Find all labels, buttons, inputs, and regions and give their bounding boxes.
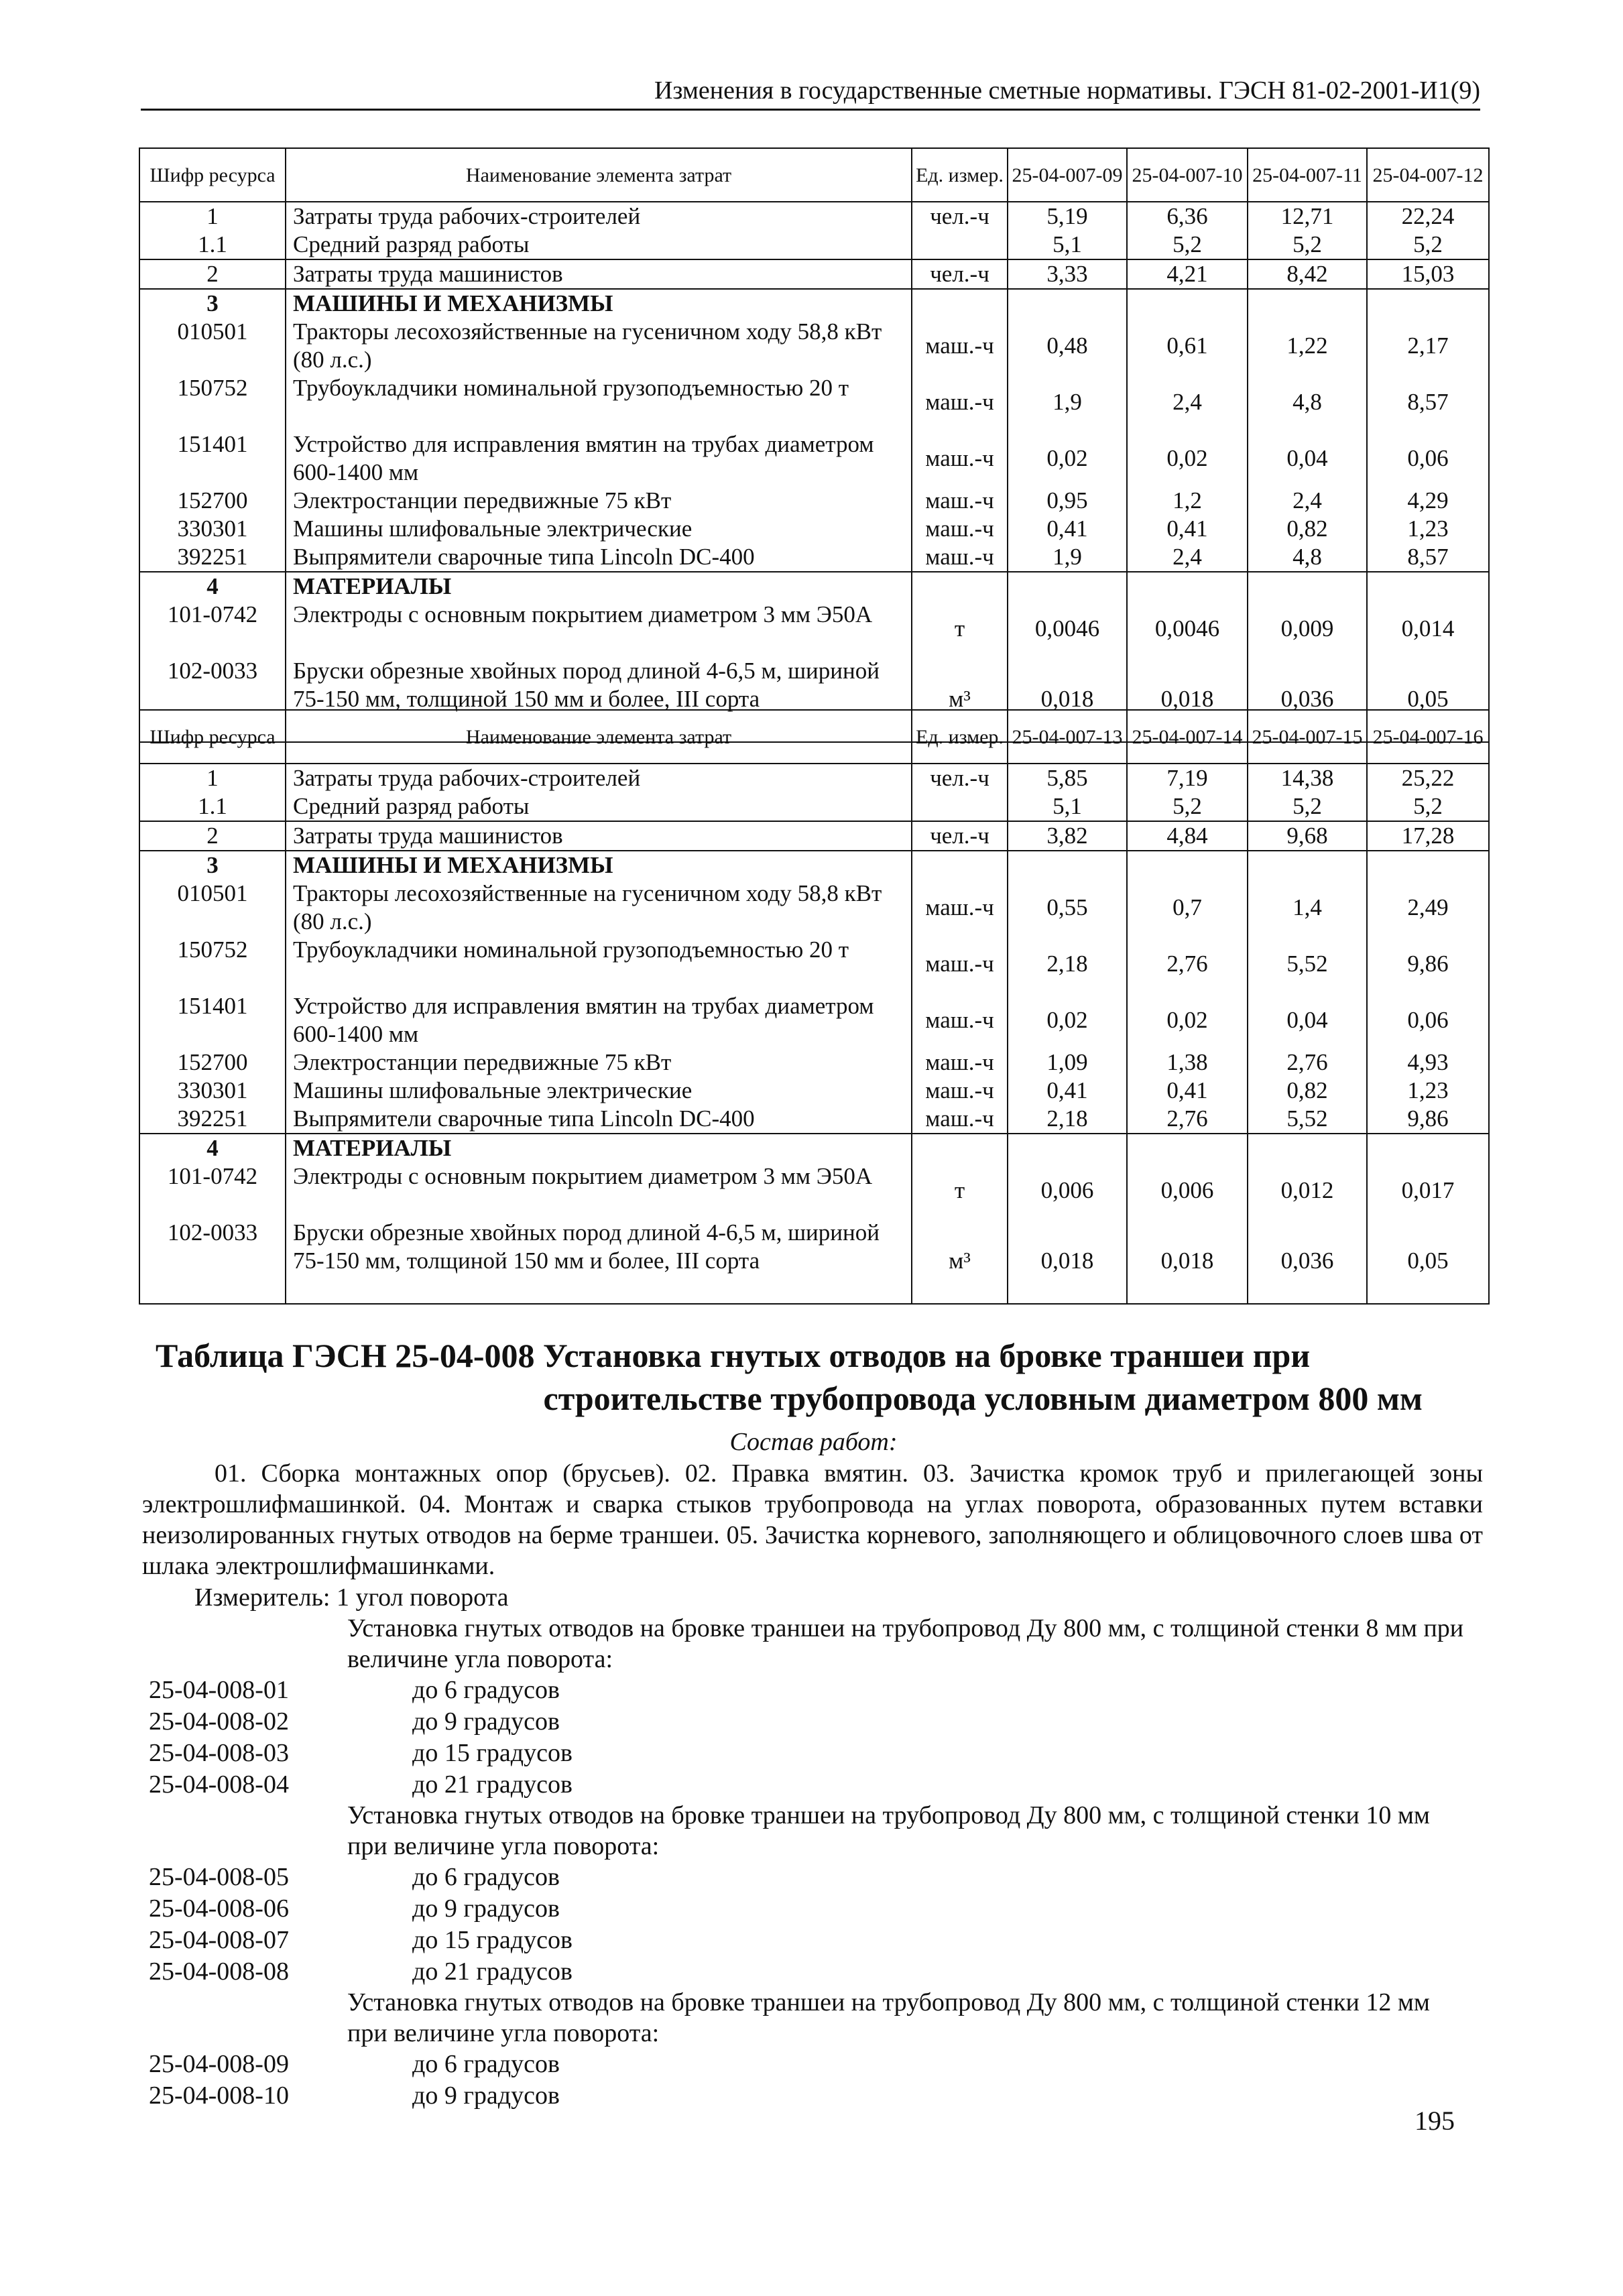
code-cell: 330301 bbox=[139, 515, 286, 543]
item-text: до 6 градусов bbox=[412, 2050, 560, 2078]
value-cell: 0,41 bbox=[1008, 515, 1127, 543]
measure-unit: Измеритель: 1 угол поворота bbox=[194, 1583, 509, 1612]
column-header: 25-04-007-11 bbox=[1248, 148, 1367, 202]
value-cell: 15,03 bbox=[1367, 259, 1489, 289]
table-row bbox=[139, 1077, 1489, 1105]
code-cell: 392251 bbox=[139, 1105, 286, 1134]
value-cell bbox=[1367, 851, 1489, 880]
name-cell: МАШИНЫ И МЕХАНИЗМЫ bbox=[286, 851, 912, 880]
unit-cell: чел.-ч bbox=[912, 259, 1008, 289]
section-title bbox=[156, 1334, 1423, 1420]
column-header: Ед. измер. bbox=[912, 148, 1008, 202]
value-cell: 2,4 bbox=[1248, 487, 1367, 515]
value-cell bbox=[1008, 289, 1127, 318]
unit-cell bbox=[912, 1134, 1008, 1162]
value-cell bbox=[1127, 289, 1248, 318]
value-cell: 1,23 bbox=[1367, 515, 1489, 543]
value-cell: 1,23 bbox=[1367, 1077, 1489, 1105]
value-cell: 0,06 bbox=[1367, 992, 1489, 1048]
value-cell: 0,06 bbox=[1367, 430, 1489, 487]
value-cell: 0,006 bbox=[1127, 1162, 1248, 1219]
unit-cell: маш.-ч bbox=[912, 515, 1008, 543]
unit-cell bbox=[912, 231, 1008, 259]
resource-table-2 bbox=[139, 709, 1490, 1305]
value-cell: 17,28 bbox=[1367, 821, 1489, 851]
column-header: 25-04-007-09 bbox=[1008, 148, 1127, 202]
item-text: до 15 градусов bbox=[412, 1739, 573, 1767]
unit-cell: чел.-ч bbox=[912, 202, 1008, 231]
value-cell: 5,2 bbox=[1127, 231, 1248, 259]
value-cell: 3,82 bbox=[1008, 821, 1127, 851]
table-row bbox=[139, 289, 1489, 318]
name-cell: Затраты труда машинистов bbox=[286, 821, 912, 851]
value-cell: 0,02 bbox=[1127, 992, 1248, 1048]
value-cell: 5,52 bbox=[1248, 936, 1367, 992]
value-cell: 0,018 bbox=[1008, 1219, 1127, 1304]
table-row bbox=[139, 259, 1489, 289]
column-header: 25-04-007-12 bbox=[1367, 148, 1489, 202]
column-header: Наименование элемента затрат bbox=[286, 148, 912, 202]
value-cell: 2,76 bbox=[1127, 1105, 1248, 1134]
work-composition-heading: Состав работ: bbox=[729, 1428, 898, 1456]
value-cell: 1,2 bbox=[1127, 487, 1248, 515]
value-cell: 3,33 bbox=[1008, 259, 1127, 289]
item-code: 25-04-008-07 bbox=[149, 1926, 289, 1954]
value-cell: 0,41 bbox=[1127, 515, 1248, 543]
section-title-line: Таблица ГЭСН 25-04-008 Установка гнутых отводов на бровке траншеи при bbox=[156, 1337, 1311, 1374]
column-header: 25-04-007-16 bbox=[1367, 710, 1489, 764]
code-cell: 151401 bbox=[139, 992, 286, 1048]
table-row bbox=[139, 936, 1489, 992]
value-cell: 9,86 bbox=[1367, 936, 1489, 992]
value-cell: 0,55 bbox=[1008, 880, 1127, 936]
table-row bbox=[139, 572, 1489, 601]
value-cell: 5,2 bbox=[1248, 792, 1367, 821]
item-code: 25-04-008-05 bbox=[149, 1863, 289, 1891]
item-text: до 6 градусов bbox=[412, 1863, 560, 1891]
value-cell: 2,76 bbox=[1127, 936, 1248, 992]
unit-cell: чел.-ч bbox=[912, 764, 1008, 792]
code-cell: 330301 bbox=[139, 1077, 286, 1105]
value-cell: 5,2 bbox=[1248, 231, 1367, 259]
value-cell: 2,4 bbox=[1127, 543, 1248, 572]
value-cell: 2,18 bbox=[1008, 936, 1127, 992]
unit-cell: м³ bbox=[912, 657, 1008, 742]
value-cell bbox=[1367, 572, 1489, 601]
unit-cell: м³ bbox=[912, 1219, 1008, 1304]
name-cell: Бруски обрезные хвойных пород длиной 4-6,5 м, шириной 75-150 мм, толщиной 150 мм и более, III сорта bbox=[286, 657, 912, 742]
table-row bbox=[139, 1105, 1489, 1134]
value-cell: 8,42 bbox=[1248, 259, 1367, 289]
name-cell: Машины шлифовальные электрические bbox=[286, 515, 912, 543]
value-cell: 0,7 bbox=[1127, 880, 1248, 936]
code-cell: 3 bbox=[139, 289, 286, 318]
resource-table-1 bbox=[139, 147, 1490, 743]
table-row bbox=[139, 764, 1489, 792]
name-cell: Тракторы лесохозяйственные на гусеничном ходу 58,8 кВт (80 л.с.) bbox=[286, 880, 912, 936]
code-cell: 1 bbox=[139, 764, 286, 792]
table-row bbox=[139, 374, 1489, 430]
column-header: 25-04-007-15 bbox=[1248, 710, 1367, 764]
unit-cell bbox=[912, 851, 1008, 880]
value-cell: 0,014 bbox=[1367, 601, 1489, 657]
value-cell: 2,17 bbox=[1367, 318, 1489, 374]
column-header: 25-04-007-10 bbox=[1127, 148, 1248, 202]
value-cell: 4,84 bbox=[1127, 821, 1248, 851]
table-row bbox=[139, 487, 1489, 515]
table-row bbox=[139, 1048, 1489, 1077]
item-code: 25-04-008-06 bbox=[149, 1894, 289, 1923]
value-cell: 5,85 bbox=[1008, 764, 1127, 792]
column-header: Ед. измер. bbox=[912, 710, 1008, 764]
item-code: 25-04-008-03 bbox=[149, 1739, 289, 1767]
table-row bbox=[139, 992, 1489, 1048]
table-row bbox=[139, 1162, 1489, 1219]
name-cell: Выпрямители сварочные типа Lincoln DC-400 bbox=[286, 543, 912, 572]
value-cell: 1,9 bbox=[1008, 374, 1127, 430]
value-cell: 4,8 bbox=[1248, 543, 1367, 572]
code-cell: 150752 bbox=[139, 936, 286, 992]
value-cell bbox=[1008, 572, 1127, 601]
value-cell: 1,4 bbox=[1248, 880, 1367, 936]
item-code: 25-04-008-02 bbox=[149, 1707, 289, 1736]
code-cell: 102-0033 bbox=[139, 657, 286, 742]
name-cell: МАТЕРИАЛЫ bbox=[286, 572, 912, 601]
code-cell: 1.1 bbox=[139, 231, 286, 259]
name-cell: Затраты труда рабочих-строителей bbox=[286, 202, 912, 231]
value-cell bbox=[1367, 1134, 1489, 1162]
code-cell: 4 bbox=[139, 1134, 286, 1162]
code-cell: 151401 bbox=[139, 430, 286, 487]
table-row bbox=[139, 543, 1489, 572]
unit-cell: маш.-ч bbox=[912, 374, 1008, 430]
unit-cell: маш.-ч bbox=[912, 992, 1008, 1048]
value-cell: 4,29 bbox=[1367, 487, 1489, 515]
code-cell: 2 bbox=[139, 821, 286, 851]
value-cell: 2,76 bbox=[1248, 1048, 1367, 1077]
name-cell: Электроды с основным покрытием диаметром 3 мм Э50А bbox=[286, 1162, 912, 1219]
name-cell: Выпрямители сварочные типа Lincoln DC-400 bbox=[286, 1105, 912, 1134]
value-cell: 0,48 bbox=[1008, 318, 1127, 374]
value-cell bbox=[1248, 851, 1367, 880]
value-cell: 1,22 bbox=[1248, 318, 1367, 374]
value-cell: 5,19 bbox=[1008, 202, 1127, 231]
unit-cell bbox=[912, 792, 1008, 821]
page-header: Изменения в государственные сметные нормативы. ГЭСН 81-02-2001-И1(9) bbox=[141, 75, 1480, 111]
table-row bbox=[139, 1134, 1489, 1162]
value-cell: 0,02 bbox=[1008, 992, 1127, 1048]
unit-cell: маш.-ч bbox=[912, 880, 1008, 936]
value-cell: 0,82 bbox=[1248, 515, 1367, 543]
table-row bbox=[139, 792, 1489, 821]
code-cell: 152700 bbox=[139, 487, 286, 515]
value-cell: 2,49 bbox=[1367, 880, 1489, 936]
table-body bbox=[139, 202, 1489, 742]
name-cell: Затраты труда рабочих-строителей bbox=[286, 764, 912, 792]
value-cell: 5,2 bbox=[1367, 792, 1489, 821]
value-cell: 0,02 bbox=[1127, 430, 1248, 487]
code-cell: 1 bbox=[139, 202, 286, 231]
name-cell: Средний разряд работы bbox=[286, 792, 912, 821]
unit-cell bbox=[912, 289, 1008, 318]
unit-cell: т bbox=[912, 601, 1008, 657]
name-cell: Устройство для исправления вмятин на трубах диаметром 600-1400 мм bbox=[286, 992, 912, 1048]
value-cell bbox=[1008, 1134, 1127, 1162]
name-cell: Устройство для исправления вмятин на трубах диаметром 600-1400 мм bbox=[286, 430, 912, 487]
name-cell: Электростанции передвижные 75 кВт bbox=[286, 487, 912, 515]
name-cell: Электростанции передвижные 75 кВт bbox=[286, 1048, 912, 1077]
column-header: Наименование элемента затрат bbox=[286, 710, 912, 764]
value-cell bbox=[1248, 1134, 1367, 1162]
value-cell: 5,52 bbox=[1248, 1105, 1367, 1134]
name-cell: Трубоукладчики номинальной грузоподъемностью 20 т bbox=[286, 374, 912, 430]
code-cell: 150752 bbox=[139, 374, 286, 430]
value-cell: 7,19 bbox=[1127, 764, 1248, 792]
value-cell: 6,36 bbox=[1127, 202, 1248, 231]
value-cell: 0,0046 bbox=[1008, 601, 1127, 657]
value-cell: 5,1 bbox=[1008, 231, 1127, 259]
value-cell bbox=[1367, 289, 1489, 318]
value-cell: 0,05 bbox=[1367, 1219, 1489, 1304]
value-cell: 22,24 bbox=[1367, 202, 1489, 231]
name-cell: Средний разряд работы bbox=[286, 231, 912, 259]
table-row bbox=[139, 430, 1489, 487]
name-cell: Электроды с основным покрытием диаметром 3 мм Э50А bbox=[286, 601, 912, 657]
value-cell bbox=[1127, 572, 1248, 601]
table-row bbox=[139, 851, 1489, 880]
value-cell: 14,38 bbox=[1248, 764, 1367, 792]
unit-cell: маш.-ч bbox=[912, 487, 1008, 515]
value-cell: 0,018 bbox=[1127, 657, 1248, 742]
value-cell: 5,1 bbox=[1008, 792, 1127, 821]
section-title-line: строительстве трубопровода условным диаметром 800 мм bbox=[543, 1380, 1423, 1417]
value-cell: 1,9 bbox=[1008, 543, 1127, 572]
table-row bbox=[139, 880, 1489, 936]
page-number: 195 bbox=[1415, 2106, 1455, 2136]
item-text: до 9 градусов bbox=[412, 1707, 560, 1736]
value-cell: 0,41 bbox=[1008, 1077, 1127, 1105]
value-cell: 0,018 bbox=[1008, 657, 1127, 742]
value-cell: 12,71 bbox=[1248, 202, 1367, 231]
name-cell: МАШИНЫ И МЕХАНИЗМЫ bbox=[286, 289, 912, 318]
item-text: до 9 градусов bbox=[412, 1894, 560, 1923]
table-row bbox=[139, 821, 1489, 851]
value-cell: 0,95 bbox=[1008, 487, 1127, 515]
value-cell: 0,009 bbox=[1248, 601, 1367, 657]
column-header: Шифр ресурса bbox=[139, 710, 286, 764]
value-cell: 0,61 bbox=[1127, 318, 1248, 374]
code-cell: 4 bbox=[139, 572, 286, 601]
code-cell: 152700 bbox=[139, 1048, 286, 1077]
code-cell: 1.1 bbox=[139, 792, 286, 821]
value-cell: 1,09 bbox=[1008, 1048, 1127, 1077]
column-header: 25-04-007-14 bbox=[1127, 710, 1248, 764]
item-code: 25-04-008-04 bbox=[149, 1770, 289, 1799]
table-header-row bbox=[139, 710, 1489, 764]
value-cell: 0,0046 bbox=[1127, 601, 1248, 657]
column-header: 25-04-007-13 bbox=[1008, 710, 1127, 764]
value-cell: 9,86 bbox=[1367, 1105, 1489, 1134]
value-cell bbox=[1127, 1134, 1248, 1162]
code-cell: 101-0742 bbox=[139, 1162, 286, 1219]
value-cell: 4,93 bbox=[1367, 1048, 1489, 1077]
value-cell: 1,38 bbox=[1127, 1048, 1248, 1077]
value-cell: 25,22 bbox=[1367, 764, 1489, 792]
code-cell: 2 bbox=[139, 259, 286, 289]
value-cell: 0,012 bbox=[1248, 1162, 1367, 1219]
value-cell: 4,21 bbox=[1127, 259, 1248, 289]
item-code: 25-04-008-10 bbox=[149, 2081, 289, 2110]
unit-cell: маш.-ч bbox=[912, 318, 1008, 374]
value-cell: 0,04 bbox=[1248, 430, 1367, 487]
code-cell: 392251 bbox=[139, 543, 286, 572]
name-cell: Тракторы лесохозяйственные на гусеничном ходу 58,8 кВт (80 л.с.) bbox=[286, 318, 912, 374]
code-cell: 102-0033 bbox=[139, 1219, 286, 1304]
code-cell: 010501 bbox=[139, 318, 286, 374]
value-cell: 0,017 bbox=[1367, 1162, 1489, 1219]
value-cell: 5,2 bbox=[1127, 792, 1248, 821]
unit-cell: т bbox=[912, 1162, 1008, 1219]
unit-cell: маш.-ч bbox=[912, 430, 1008, 487]
name-cell: Затраты труда машинистов bbox=[286, 259, 912, 289]
value-cell: 2,18 bbox=[1008, 1105, 1127, 1134]
value-cell: 0,006 bbox=[1008, 1162, 1127, 1219]
item-text: до 21 градусов bbox=[412, 1770, 573, 1799]
value-cell: 0,036 bbox=[1248, 657, 1367, 742]
value-cell bbox=[1008, 851, 1127, 880]
value-cell bbox=[1127, 851, 1248, 880]
value-cell: 0,82 bbox=[1248, 1077, 1367, 1105]
table-row bbox=[139, 202, 1489, 231]
value-cell: 0,41 bbox=[1127, 1077, 1248, 1105]
value-cell: 5,2 bbox=[1367, 231, 1489, 259]
item-code: 25-04-008-09 bbox=[149, 2050, 289, 2078]
name-cell: Бруски обрезные хвойных пород длиной 4-6,5 м, шириной 75-150 мм, толщиной 150 мм и более, III сорта bbox=[286, 1219, 912, 1304]
name-cell: Трубоукладчики номинальной грузоподъемностью 20 т bbox=[286, 936, 912, 992]
item-text: до 9 градусов bbox=[412, 2081, 560, 2110]
item-code: 25-04-008-01 bbox=[149, 1676, 289, 1704]
table-row bbox=[139, 601, 1489, 657]
unit-cell: маш.-ч bbox=[912, 1105, 1008, 1134]
table-header-row bbox=[139, 148, 1489, 202]
value-cell: 0,02 bbox=[1008, 430, 1127, 487]
item-code: 25-04-008-08 bbox=[149, 1957, 289, 1986]
code-cell: 3 bbox=[139, 851, 286, 880]
value-cell: 0,04 bbox=[1248, 992, 1367, 1048]
table-row bbox=[139, 231, 1489, 259]
code-cell: 010501 bbox=[139, 880, 286, 936]
value-cell: 9,68 bbox=[1248, 821, 1367, 851]
table-row bbox=[139, 1219, 1489, 1304]
group-description: Установка гнутых отводов на бровке траншеи на трубопровод Ду 800 мм, с толщиной стенки 10 мм при величине угла поворота: bbox=[347, 1801, 1430, 1860]
unit-cell: маш.-ч bbox=[912, 936, 1008, 992]
unit-cell: чел.-ч bbox=[912, 821, 1008, 851]
work-composition-text: 01. Сборка монтажных опор (брусьев). 02. Правка вмятин. 03. Зачистка кромок труб и прилегающей зоны электрошлифмашинкой. 04. Монтаж и сварка стыков трубопровода на углах поворота, образованных путем вставки неизолированных гнутых отводов на берме траншеи. 05. Зачистка корневого, заполняющего и облицовочного слоев шва от шлака электрошлифмашинками. bbox=[142, 1459, 1483, 1580]
value-cell: 4,8 bbox=[1248, 374, 1367, 430]
value-cell: 0,018 bbox=[1127, 1219, 1248, 1304]
value-cell: 8,57 bbox=[1367, 543, 1489, 572]
table-row bbox=[139, 318, 1489, 374]
item-text: до 6 градусов bbox=[412, 1676, 560, 1704]
item-text: до 15 градусов bbox=[412, 1926, 573, 1954]
unit-cell bbox=[912, 572, 1008, 601]
group-description: Установка гнутых отводов на бровке траншеи на трубопровод Ду 800 мм, с толщиной стенки 8 мм при величине угла поворота: bbox=[347, 1614, 1464, 1673]
unit-cell: маш.-ч bbox=[912, 1048, 1008, 1077]
value-cell bbox=[1248, 289, 1367, 318]
name-cell: Машины шлифовальные электрические bbox=[286, 1077, 912, 1105]
unit-cell: маш.-ч bbox=[912, 543, 1008, 572]
name-cell: МАТЕРИАЛЫ bbox=[286, 1134, 912, 1162]
item-text: до 21 градусов bbox=[412, 1957, 573, 1986]
group-description: Установка гнутых отводов на бровке траншеи на трубопровод Ду 800 мм, с толщиной стенки 12 мм при величине угла поворота: bbox=[347, 1988, 1430, 2047]
table-body bbox=[139, 764, 1489, 1304]
code-cell: 101-0742 bbox=[139, 601, 286, 657]
column-header: Шифр ресурса bbox=[139, 148, 286, 202]
value-cell: 8,57 bbox=[1367, 374, 1489, 430]
value-cell: 0,05 bbox=[1367, 657, 1489, 742]
unit-cell: маш.-ч bbox=[912, 1077, 1008, 1105]
value-cell: 2,4 bbox=[1127, 374, 1248, 430]
table-row bbox=[139, 515, 1489, 543]
value-cell bbox=[1248, 572, 1367, 601]
value-cell: 0,036 bbox=[1248, 1219, 1367, 1304]
